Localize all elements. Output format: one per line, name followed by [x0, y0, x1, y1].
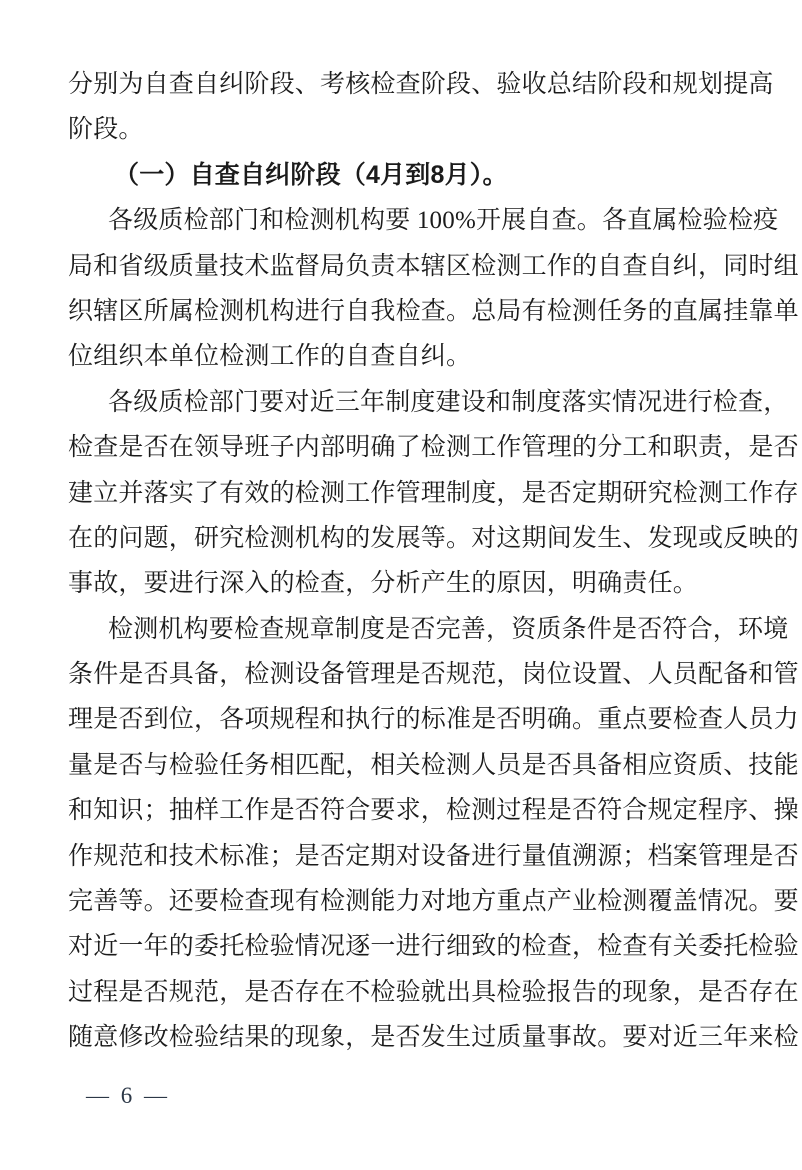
text-line: 和知识；抽样工作是否符合要求，检测过程是否符合规定程序、操: [68, 797, 799, 825]
text-line: 理是否到位，各项规程和执行的标准是否明确。重点要检查人员力: [68, 706, 799, 734]
text-line: 在的问题，研究检测机构的发展等。对这期间发生、发现或反映的: [68, 524, 799, 552]
text-line: 事故，要进行深入的检查，分析产生的原因，明确责任。: [68, 570, 699, 598]
text-line: 检查是否在领导班子内部明确了检测工作管理的分工和职责，是否: [68, 434, 799, 462]
text-line: 位组织本单位检测工作的自查自纠。: [68, 343, 472, 371]
text-line: 随意修改检验结果的现象，是否发生过质量事故。要对近三年来检: [68, 1024, 799, 1052]
text-line: 局和省级质量技术监督局负责本辖区检测工作的自查自纠，同时组: [68, 252, 799, 280]
text-line: 对近一年的委托检验情况逐一进行细致的检查，检查有关委托检验: [68, 933, 799, 961]
text-line: 量是否与检验任务相匹配，相关检测人员是否具备相应资质、技能: [68, 751, 799, 779]
text-line: 完善等。还要检查现有检测能力对地方重点产业检测覆盖情况。要: [68, 888, 799, 916]
text-line: 阶段。: [68, 116, 144, 144]
text-line: 各级质检部门要对近三年制度建设和制度落实情况进行检查，: [108, 388, 789, 416]
text-line: 各级质检部门和检测机构要 100%开展自查。各直属检验检疫: [108, 207, 779, 235]
text-line: 条件是否具备，检测设备管理是否规范，岗位设置、人员配备和管: [68, 661, 799, 689]
page-number: — 6 —: [86, 1083, 170, 1108]
text-line: 检测机构要检查规章制度是否完善，资质条件是否符合，环境: [108, 615, 789, 643]
text-line: 过程是否规范，是否存在不检验就出具检验报告的现象，是否存在: [68, 978, 799, 1006]
text-line: 分别为自查自纠阶段、考核检查阶段、验收总结阶段和规划提高: [68, 71, 774, 98]
document-body: [68, 62, 799, 1061]
text-line: （一）自查自纠阶段（4月到8月）。: [114, 160, 508, 189]
text-line: 作规范和技术标准；是否定期对设备进行量值溯源；档案管理是否: [68, 842, 799, 870]
text-line: 建立并落实了有效的检测工作管理制度，是否定期研究检测工作存: [68, 479, 799, 507]
text-line: 织辖区所属检测机构进行自我检查。总局有检测任务的直属挂靠单: [68, 297, 799, 325]
